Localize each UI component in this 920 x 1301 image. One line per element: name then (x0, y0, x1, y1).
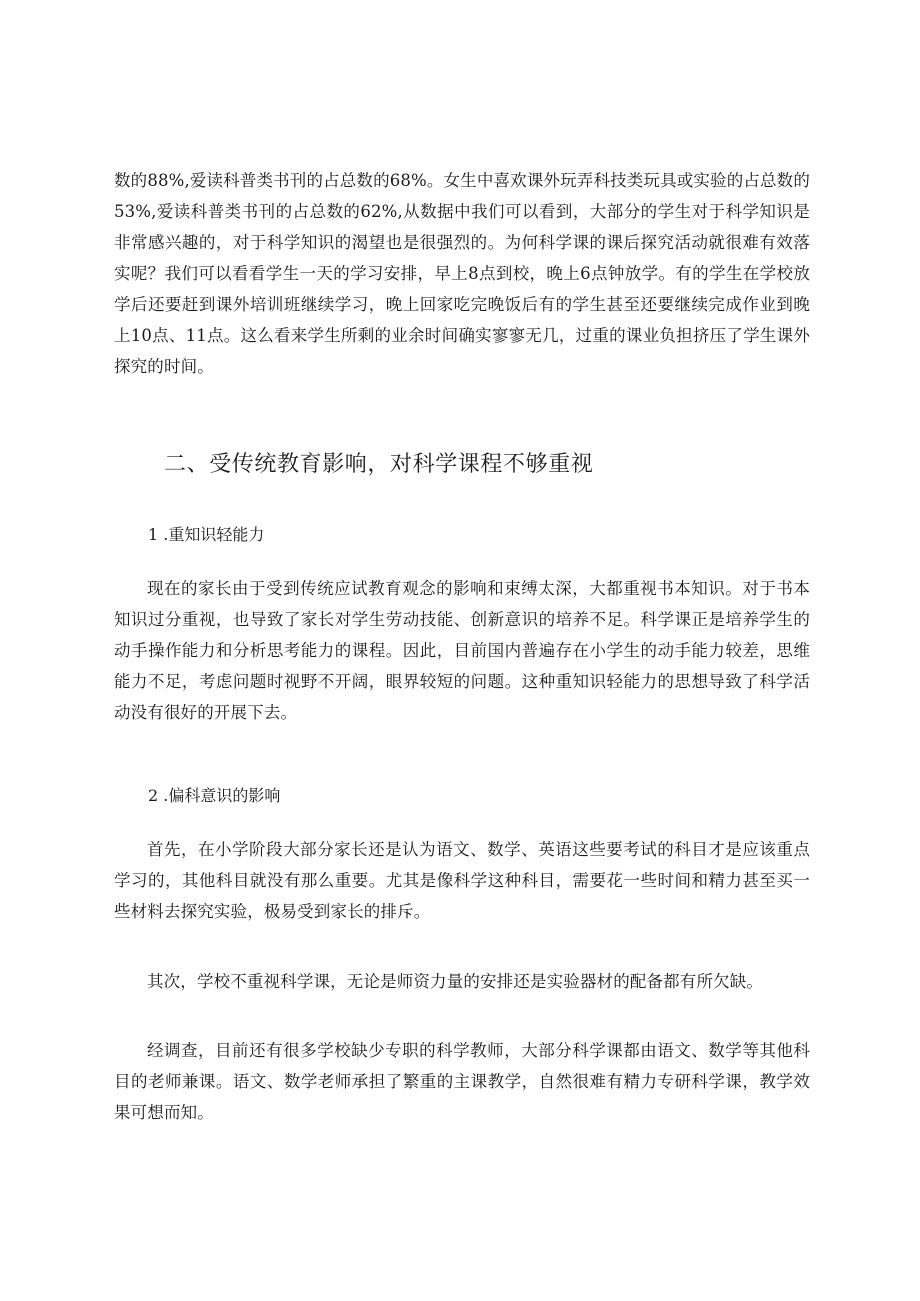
paragraph-knowledge-over-ability: 现在的家长由于受到传统应试教育观念的影响和束缚太深，大都重视书本知识。对于书本知识过分重视，也导致了家长对学生劳动技能、创新意识的培养不足。科学课正是培养学生的动手操作能力和分析思考能力的课程。因此，目前国内普遍存在小学生的动手能力较差，思维能力不足，考虑问题时视野不开阔，眼界较短的问题。这种重知识轻能力的思想导致了科学活动没有很好的开展下去。 (114, 579, 810, 722)
paragraph-teacher-shortage: 经调查，目前还有很多学校缺少专职的科学教师，大部分科学课都由语文、数学等其他科目的老师兼课。语文、数学老师承担了繁重的主课教学，自然很难有精力专研科学课，教学效果可想而知。 (114, 1041, 810, 1122)
paragraph-parents-attitude: 首先，在小学阶段大部分家长还是认为语文、数学、英语这些要考试的科目才是应该重点学习的，其他科目就没有那么重要。尤其是像科学这种科目，需要花一些时间和精力甚至买一些材料去探究实验，极易受到家长的排斥。 (114, 840, 810, 921)
section-heading: 二、受传统教育影响，对科学课程不够重视 (164, 452, 594, 477)
paragraph-school-neglect: 其次，学校不重视科学课，无论是师资力量的安排还是实验器材的配备都有所欠缺。 (147, 972, 764, 991)
paragraph-survey-data: 数的88%,爱读科普类书刊的占总数的68%。女生中喜欢课外玩弄科技类玩具或实验的占总数的53%,爱读科普类书刊的占总数的62%,从数据中我们可以看到，大部分的学生对于科学知识是非常感兴趣的，对于科学知识的渴望也是很强烈的。为何科学课的课后探究活动就很难有效落实呢？我们可以看看学生一天的学习安排，早上8点到校，晚上6点钟放学。有的学生在学校放学后还要赶到课外培训班继续学习，晚上回家吃完晚饭后有的学生甚至还要继续完成作业到晚上10点、11点。这么看来学生所剩的业余时间确实寥寥无几，过重的课业负担挤压了学生课外探究的时间。 (114, 171, 810, 376)
subheading-subject-bias: 2 .偏科意识的影响 (148, 786, 281, 805)
subheading-knowledge-over-ability: 1 .重知识轻能力 (148, 525, 265, 544)
